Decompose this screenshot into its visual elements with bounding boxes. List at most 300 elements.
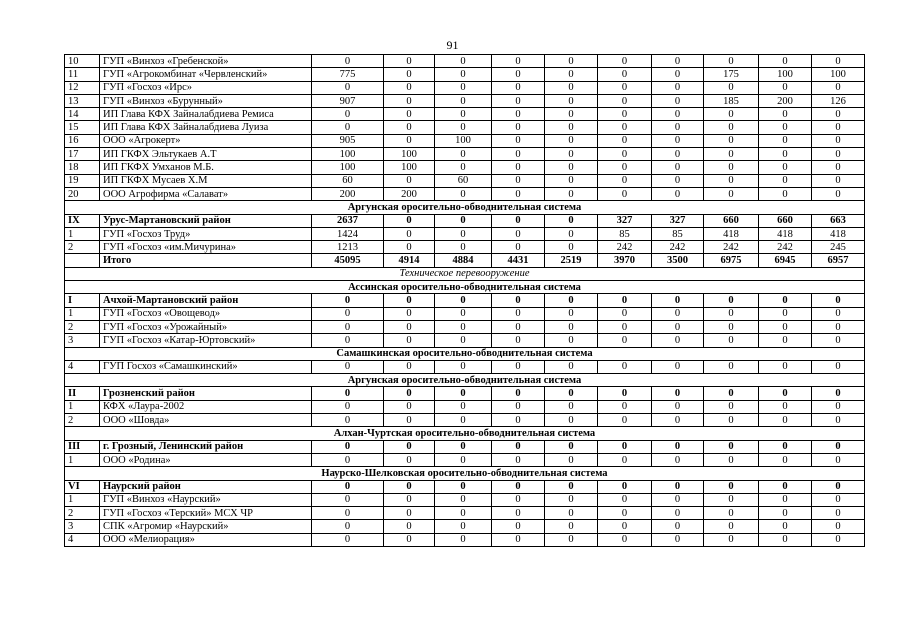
value-cell: 0 <box>704 520 759 533</box>
value-cell: 0 <box>545 307 598 320</box>
value-cell: 0 <box>492 520 545 533</box>
organization-name-cell: ГУП «Винхоз «Наурский» <box>100 493 312 506</box>
value-cell: 0 <box>704 440 759 453</box>
table-row <box>65 360 865 373</box>
organization-name-cell: ИП ГКФХ Эльтукаев А.Т <box>100 148 312 161</box>
value-cell: 0 <box>704 400 759 413</box>
value-cell: 0 <box>384 55 435 68</box>
value-cell: 0 <box>492 187 545 200</box>
value-cell: 0 <box>759 360 812 373</box>
value-cell: 0 <box>545 440 598 453</box>
value-cell: 60 <box>435 174 492 187</box>
value-cell: 0 <box>704 148 759 161</box>
value-cell: 0 <box>312 294 384 307</box>
value-cell: 0 <box>492 440 545 453</box>
value-cell: 0 <box>545 227 598 240</box>
value-cell: 126 <box>812 94 865 107</box>
value-cell: 1213 <box>312 241 384 254</box>
value-cell: 0 <box>545 400 598 413</box>
value-cell: 660 <box>759 214 812 227</box>
organization-name-cell: ГУП «Госхоз «Терский» МСХ ЧР <box>100 507 312 520</box>
value-cell: 0 <box>652 440 704 453</box>
value-cell: 0 <box>492 134 545 147</box>
value-cell: 418 <box>704 227 759 240</box>
value-cell: 0 <box>435 453 492 466</box>
value-cell: 6957 <box>812 254 865 267</box>
value-cell: 0 <box>384 134 435 147</box>
value-cell: 0 <box>545 68 598 81</box>
value-cell: 0 <box>492 360 545 373</box>
section-title: Алхан-Чуртская оросительно-обводнительная система <box>65 427 865 440</box>
value-cell: 0 <box>598 334 652 347</box>
value-cell: 0 <box>545 94 598 107</box>
row-number-cell: 10 <box>65 55 100 68</box>
value-cell: 0 <box>812 360 865 373</box>
organization-name-cell: ООО «Мелиорация» <box>100 533 312 546</box>
row-number-cell: 4 <box>65 533 100 546</box>
value-cell: 663 <box>812 214 865 227</box>
value-cell: 0 <box>652 68 704 81</box>
value-cell: 0 <box>545 320 598 333</box>
value-cell: 2519 <box>545 254 598 267</box>
value-cell: 0 <box>312 507 384 520</box>
section-title: Самашкинская оросительно-обводнительная система <box>65 347 865 360</box>
row-number-cell: 1 <box>65 227 100 240</box>
value-cell: 0 <box>812 81 865 94</box>
value-cell: 0 <box>598 187 652 200</box>
value-cell: 418 <box>812 227 865 240</box>
value-cell: 0 <box>759 533 812 546</box>
table-row <box>65 241 865 254</box>
value-cell: 0 <box>652 533 704 546</box>
value-cell: 0 <box>704 360 759 373</box>
value-cell: 0 <box>598 414 652 427</box>
row-number-cell: 2 <box>65 414 100 427</box>
value-cell: 0 <box>759 334 812 347</box>
value-cell: 0 <box>492 480 545 493</box>
organization-name-cell: ГУП «Винхоз «Гребенской» <box>100 55 312 68</box>
section-header-row <box>65 347 865 360</box>
value-cell: 0 <box>812 307 865 320</box>
organization-name-cell: КФХ «Лаура-2002 <box>100 400 312 413</box>
value-cell: 0 <box>545 480 598 493</box>
value-cell: 0 <box>759 507 812 520</box>
row-number-cell: II <box>65 387 100 400</box>
value-cell: 0 <box>384 94 435 107</box>
value-cell: 0 <box>598 493 652 506</box>
row-number-cell: 13 <box>65 94 100 107</box>
value-cell: 0 <box>384 400 435 413</box>
value-cell: 0 <box>759 480 812 493</box>
value-cell: 0 <box>312 493 384 506</box>
value-cell: 6945 <box>759 254 812 267</box>
value-cell: 0 <box>704 414 759 427</box>
table-row <box>65 507 865 520</box>
row-number-cell: 1 <box>65 453 100 466</box>
value-cell: 0 <box>704 55 759 68</box>
table-row <box>65 55 865 68</box>
value-cell: 0 <box>598 161 652 174</box>
value-cell: 0 <box>812 294 865 307</box>
row-number-cell: 16 <box>65 134 100 147</box>
table-row <box>65 520 865 533</box>
value-cell: 85 <box>652 227 704 240</box>
value-cell: 0 <box>384 360 435 373</box>
value-cell: 100 <box>312 148 384 161</box>
value-cell: 4914 <box>384 254 435 267</box>
value-cell: 0 <box>759 148 812 161</box>
section-header-row <box>65 267 865 280</box>
value-cell: 0 <box>545 294 598 307</box>
organization-name-cell: ГУП «Винхоз «Бурунный» <box>100 94 312 107</box>
value-cell: 0 <box>492 55 545 68</box>
table-body <box>65 55 865 547</box>
value-cell: 0 <box>492 307 545 320</box>
value-cell: 0 <box>492 94 545 107</box>
value-cell: 0 <box>545 241 598 254</box>
value-cell: 100 <box>384 148 435 161</box>
section-title: Аргунская оросительно-обводнительная система <box>65 374 865 387</box>
value-cell: 4884 <box>435 254 492 267</box>
value-cell: 0 <box>312 307 384 320</box>
value-cell: 0 <box>492 493 545 506</box>
value-cell: 0 <box>492 294 545 307</box>
value-cell: 0 <box>435 214 492 227</box>
value-cell: 0 <box>492 400 545 413</box>
table-row <box>65 161 865 174</box>
organization-name-cell: ИП Глава КФХ Зайналабдиева Ремиса <box>100 108 312 121</box>
value-cell: 0 <box>759 520 812 533</box>
value-cell: 0 <box>759 121 812 134</box>
value-cell: 0 <box>598 387 652 400</box>
value-cell: 0 <box>598 121 652 134</box>
value-cell: 200 <box>384 187 435 200</box>
value-cell: 0 <box>312 414 384 427</box>
value-cell: 0 <box>545 414 598 427</box>
value-cell: 0 <box>759 294 812 307</box>
value-cell: 0 <box>435 533 492 546</box>
value-cell: 0 <box>435 414 492 427</box>
value-cell: 0 <box>545 214 598 227</box>
section-header-row <box>65 427 865 440</box>
value-cell: 0 <box>492 108 545 121</box>
value-cell: 0 <box>492 241 545 254</box>
section-header-row <box>65 467 865 480</box>
value-cell: 0 <box>545 533 598 546</box>
value-cell: 0 <box>384 241 435 254</box>
value-cell: 0 <box>652 453 704 466</box>
value-cell: 0 <box>545 174 598 187</box>
table-row <box>65 493 865 506</box>
value-cell: 85 <box>598 227 652 240</box>
value-cell: 0 <box>545 121 598 134</box>
value-cell: 242 <box>652 241 704 254</box>
value-cell: 0 <box>652 360 704 373</box>
value-cell: 0 <box>704 334 759 347</box>
value-cell: 0 <box>759 187 812 200</box>
row-number-cell: VI <box>65 480 100 493</box>
value-cell: 0 <box>492 227 545 240</box>
value-cell: 0 <box>492 174 545 187</box>
organization-name-cell: ГУП «Госхоз «Урожайный» <box>100 320 312 333</box>
table-row <box>65 174 865 187</box>
value-cell: 0 <box>435 387 492 400</box>
value-cell: 0 <box>812 187 865 200</box>
value-cell: 0 <box>598 533 652 546</box>
section-title: Наурско-Шелковская оросительно-обводнительная система <box>65 467 865 480</box>
value-cell: 0 <box>384 214 435 227</box>
value-cell: 0 <box>704 134 759 147</box>
value-cell: 0 <box>545 187 598 200</box>
organization-name-cell: ГУП «Госхоз «им.Мичурина» <box>100 241 312 254</box>
value-cell: 100 <box>435 134 492 147</box>
row-number-cell: IX <box>65 214 100 227</box>
value-cell: 0 <box>704 174 759 187</box>
value-cell: 0 <box>435 148 492 161</box>
table-row <box>65 320 865 333</box>
value-cell: 0 <box>435 187 492 200</box>
value-cell: 0 <box>492 148 545 161</box>
value-cell: 327 <box>652 214 704 227</box>
value-cell: 0 <box>812 161 865 174</box>
value-cell: 0 <box>545 108 598 121</box>
value-cell: 0 <box>704 307 759 320</box>
value-cell: 185 <box>704 94 759 107</box>
value-cell: 0 <box>704 320 759 333</box>
value-cell: 0 <box>704 121 759 134</box>
value-cell: 175 <box>704 68 759 81</box>
value-cell: 0 <box>812 533 865 546</box>
table-row-subtotal <box>65 294 865 307</box>
value-cell: 0 <box>435 68 492 81</box>
section-header-row <box>65 281 865 294</box>
value-cell: 0 <box>384 414 435 427</box>
value-cell: 0 <box>598 55 652 68</box>
value-cell: 0 <box>384 507 435 520</box>
value-cell: 0 <box>812 108 865 121</box>
value-cell: 0 <box>652 507 704 520</box>
value-cell: 0 <box>312 334 384 347</box>
value-cell: 0 <box>492 161 545 174</box>
value-cell: 100 <box>312 161 384 174</box>
value-cell: 0 <box>545 148 598 161</box>
value-cell: 0 <box>759 453 812 466</box>
table-row-subtotal <box>65 214 865 227</box>
organization-name-cell: ГУП «Агрокомбинат «Червленский» <box>100 68 312 81</box>
organization-name-cell: Наурский район <box>100 480 312 493</box>
value-cell: 0 <box>435 227 492 240</box>
value-cell: 0 <box>312 81 384 94</box>
value-cell: 0 <box>598 440 652 453</box>
organization-name-cell: ООО Агрофирма «Салават» <box>100 187 312 200</box>
value-cell: 0 <box>598 68 652 81</box>
value-cell: 0 <box>759 493 812 506</box>
value-cell: 0 <box>384 320 435 333</box>
value-cell: 0 <box>435 94 492 107</box>
value-cell: 0 <box>812 520 865 533</box>
table-row <box>65 533 865 546</box>
organization-name-cell: г. Грозный, Ленинский район <box>100 440 312 453</box>
value-cell: 1424 <box>312 227 384 240</box>
value-cell: 0 <box>492 320 545 333</box>
value-cell: 0 <box>652 174 704 187</box>
organization-name-cell: ГУП «Госхоз Труд» <box>100 227 312 240</box>
value-cell: 0 <box>704 493 759 506</box>
value-cell: 0 <box>492 507 545 520</box>
value-cell: 0 <box>384 68 435 81</box>
value-cell: 0 <box>312 533 384 546</box>
value-cell: 0 <box>759 134 812 147</box>
value-cell: 0 <box>812 440 865 453</box>
row-number-cell: 14 <box>65 108 100 121</box>
organization-name-cell: ООО «Родина» <box>100 453 312 466</box>
value-cell: 0 <box>492 121 545 134</box>
value-cell: 0 <box>652 387 704 400</box>
table-row <box>65 400 865 413</box>
value-cell: 0 <box>812 174 865 187</box>
value-cell: 0 <box>704 81 759 94</box>
table-row <box>65 334 865 347</box>
value-cell: 0 <box>312 520 384 533</box>
value-cell: 0 <box>384 493 435 506</box>
value-cell: 0 <box>652 320 704 333</box>
row-number-cell: 18 <box>65 161 100 174</box>
value-cell: 0 <box>492 414 545 427</box>
organization-name-cell: Урус-Мартановский район <box>100 214 312 227</box>
value-cell: 0 <box>759 81 812 94</box>
value-cell: 0 <box>545 55 598 68</box>
value-cell: 0 <box>652 187 704 200</box>
section-title: Аргунская оросительно-обводнительная система <box>65 201 865 214</box>
row-number-cell: 3 <box>65 334 100 347</box>
value-cell: 200 <box>312 187 384 200</box>
value-cell: 0 <box>759 320 812 333</box>
value-cell: 6975 <box>704 254 759 267</box>
value-cell: 0 <box>652 55 704 68</box>
value-cell: 0 <box>384 81 435 94</box>
value-cell: 0 <box>652 294 704 307</box>
value-cell: 0 <box>545 134 598 147</box>
value-cell: 0 <box>704 387 759 400</box>
value-cell: 0 <box>384 227 435 240</box>
row-number-cell: 11 <box>65 68 100 81</box>
row-number-cell: 15 <box>65 121 100 134</box>
value-cell: 2637 <box>312 214 384 227</box>
value-cell: 245 <box>812 241 865 254</box>
row-number-cell: I <box>65 294 100 307</box>
value-cell: 0 <box>598 320 652 333</box>
organization-name-cell: ИП ГКФХ Умханов М.Б. <box>100 161 312 174</box>
value-cell: 0 <box>435 294 492 307</box>
value-cell: 0 <box>312 108 384 121</box>
value-cell: 0 <box>435 161 492 174</box>
value-cell: 907 <box>312 94 384 107</box>
row-number-cell: 12 <box>65 81 100 94</box>
value-cell: 0 <box>812 55 865 68</box>
table-row <box>65 187 865 200</box>
value-cell: 0 <box>812 387 865 400</box>
value-cell: 0 <box>435 121 492 134</box>
value-cell: 0 <box>545 453 598 466</box>
value-cell: 0 <box>598 507 652 520</box>
row-number-cell: 3 <box>65 520 100 533</box>
value-cell: 0 <box>812 400 865 413</box>
value-cell: 0 <box>435 108 492 121</box>
value-cell: 0 <box>435 440 492 453</box>
value-cell: 0 <box>384 174 435 187</box>
value-cell: 0 <box>435 520 492 533</box>
value-cell: 0 <box>384 453 435 466</box>
value-cell: 0 <box>435 81 492 94</box>
value-cell: 0 <box>652 493 704 506</box>
value-cell: 0 <box>652 307 704 320</box>
value-cell: 242 <box>598 241 652 254</box>
value-cell: 0 <box>492 453 545 466</box>
value-cell: 0 <box>759 414 812 427</box>
section-title: Техническое перевооружение <box>65 267 865 280</box>
value-cell: 0 <box>545 493 598 506</box>
value-cell: 0 <box>435 400 492 413</box>
value-cell: 0 <box>384 480 435 493</box>
value-cell: 200 <box>759 94 812 107</box>
value-cell: 0 <box>435 507 492 520</box>
row-number-cell: 2 <box>65 320 100 333</box>
value-cell: 0 <box>652 480 704 493</box>
value-cell: 0 <box>312 440 384 453</box>
value-cell: 0 <box>652 121 704 134</box>
value-cell: 0 <box>652 81 704 94</box>
value-cell: 0 <box>598 174 652 187</box>
value-cell: 0 <box>812 480 865 493</box>
value-cell: 0 <box>312 360 384 373</box>
value-cell: 0 <box>384 533 435 546</box>
value-cell: 0 <box>652 94 704 107</box>
value-cell: 660 <box>704 214 759 227</box>
value-cell: 0 <box>598 148 652 161</box>
value-cell: 0 <box>312 453 384 466</box>
section-header-row <box>65 374 865 387</box>
value-cell: 0 <box>812 453 865 466</box>
value-cell: 100 <box>759 68 812 81</box>
organization-name-cell: Грозненский район <box>100 387 312 400</box>
value-cell: 0 <box>812 414 865 427</box>
section-title: Ассинская оросительно-обводнительная система <box>65 281 865 294</box>
organization-name-cell: ООО «Шовда» <box>100 414 312 427</box>
value-cell: 0 <box>652 161 704 174</box>
row-number-cell: 2 <box>65 241 100 254</box>
value-cell: 0 <box>652 414 704 427</box>
value-cell: 0 <box>598 520 652 533</box>
value-cell: 0 <box>435 480 492 493</box>
value-cell: 418 <box>759 227 812 240</box>
table-row-subtotal <box>65 254 865 267</box>
value-cell: 0 <box>545 507 598 520</box>
table-row <box>65 227 865 240</box>
value-cell: 0 <box>812 121 865 134</box>
value-cell: 0 <box>384 387 435 400</box>
organization-name-cell: ООО «Агрокерт» <box>100 134 312 147</box>
value-cell: 0 <box>492 387 545 400</box>
value-cell: 0 <box>312 320 384 333</box>
value-cell: 0 <box>598 360 652 373</box>
row-number-cell: 1 <box>65 493 100 506</box>
value-cell: 0 <box>704 453 759 466</box>
value-cell: 0 <box>759 387 812 400</box>
data-table <box>64 54 865 547</box>
table-row <box>65 414 865 427</box>
organization-name-cell: Итого <box>100 254 312 267</box>
value-cell: 0 <box>812 334 865 347</box>
